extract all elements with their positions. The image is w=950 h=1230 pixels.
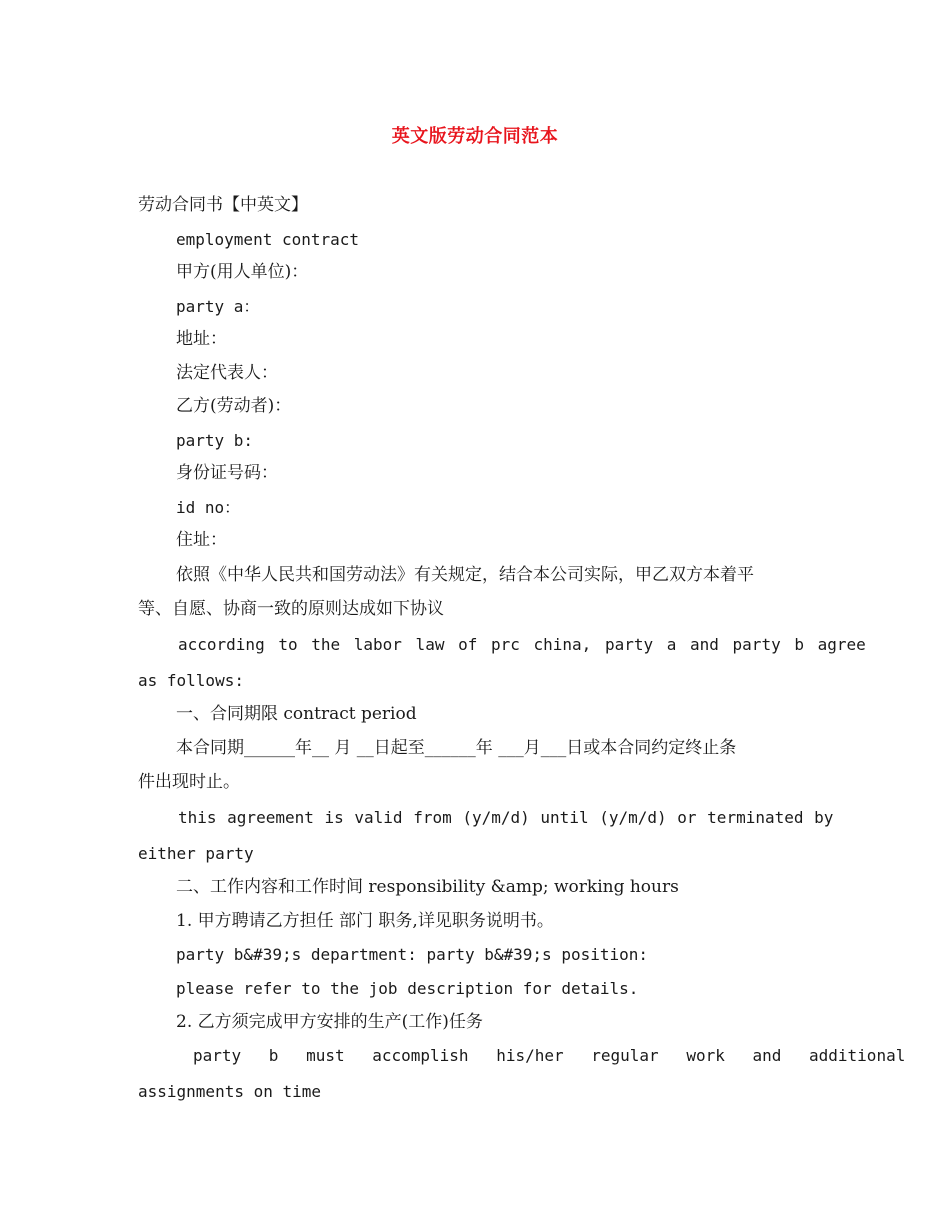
contract-heading: 劳动合同书【中英文】	[138, 195, 308, 215]
preamble-en-line-2: as follows:	[138, 671, 244, 690]
document-title: 英文版劳动合同范本	[391, 126, 559, 147]
line-party-a-en: party a：	[176, 297, 260, 316]
section-1-heading: 一、合同期限 contract period	[176, 704, 417, 724]
line-party-b-en: party b:	[176, 431, 254, 450]
line-residence: 住址：	[176, 530, 227, 550]
preamble-en-line-1: according to the labor law of prc china, party a and party b agree	[178, 635, 866, 654]
item-1-en-line-2: please refer to the job description for details.	[176, 979, 639, 998]
item-1-en-line-1: party b&#39;s department: party b&#39;s position:	[176, 945, 649, 964]
section-1-cn-line-1: 本合同期______年__ 月 __日起至______年 ___月___日或本合同约定终止条	[176, 738, 737, 758]
preamble-cn-line-2: 等、自愿、协商一致的原则达成如下协议	[138, 599, 444, 619]
item-1-cn: 1. 甲方聘请乙方担任 部门 职务,详见职务说明书。	[176, 911, 554, 931]
section-2-heading: 二、工作内容和工作时间 responsibility &amp; working hours	[176, 877, 679, 897]
section-1-cn-line-2: 件出现时止。	[138, 772, 240, 792]
line-party-a-cn: 甲方(用人单位)：	[176, 262, 309, 282]
line-id-cn: 身份证号码：	[176, 463, 278, 483]
section-1-en-line-2: either party	[138, 844, 254, 863]
item-2-en-line-2: assignments on time	[138, 1082, 322, 1101]
line-id-en: id no：	[176, 498, 241, 517]
line-address: 地址：	[176, 329, 227, 349]
line-party-b-cn: 乙方(劳动者)：	[176, 396, 292, 416]
item-2-en-line-1: party b must accomplish his/her regular work and additional	[193, 1046, 906, 1065]
preamble-cn-line-1: 依照《中华人民共和国劳动法》有关规定，结合本公司实际，甲乙双方本着平	[176, 565, 754, 585]
item-2-cn: 2. 乙方须完成甲方安排的生产(工作)任务	[176, 1012, 483, 1032]
line-employment-contract: employment contract	[176, 230, 360, 249]
line-legal-rep: 法定代表人：	[176, 363, 278, 383]
section-1-en-line-1: this agreement is valid from (y/m/d) until (y/m/d) or terminated by	[178, 808, 834, 827]
